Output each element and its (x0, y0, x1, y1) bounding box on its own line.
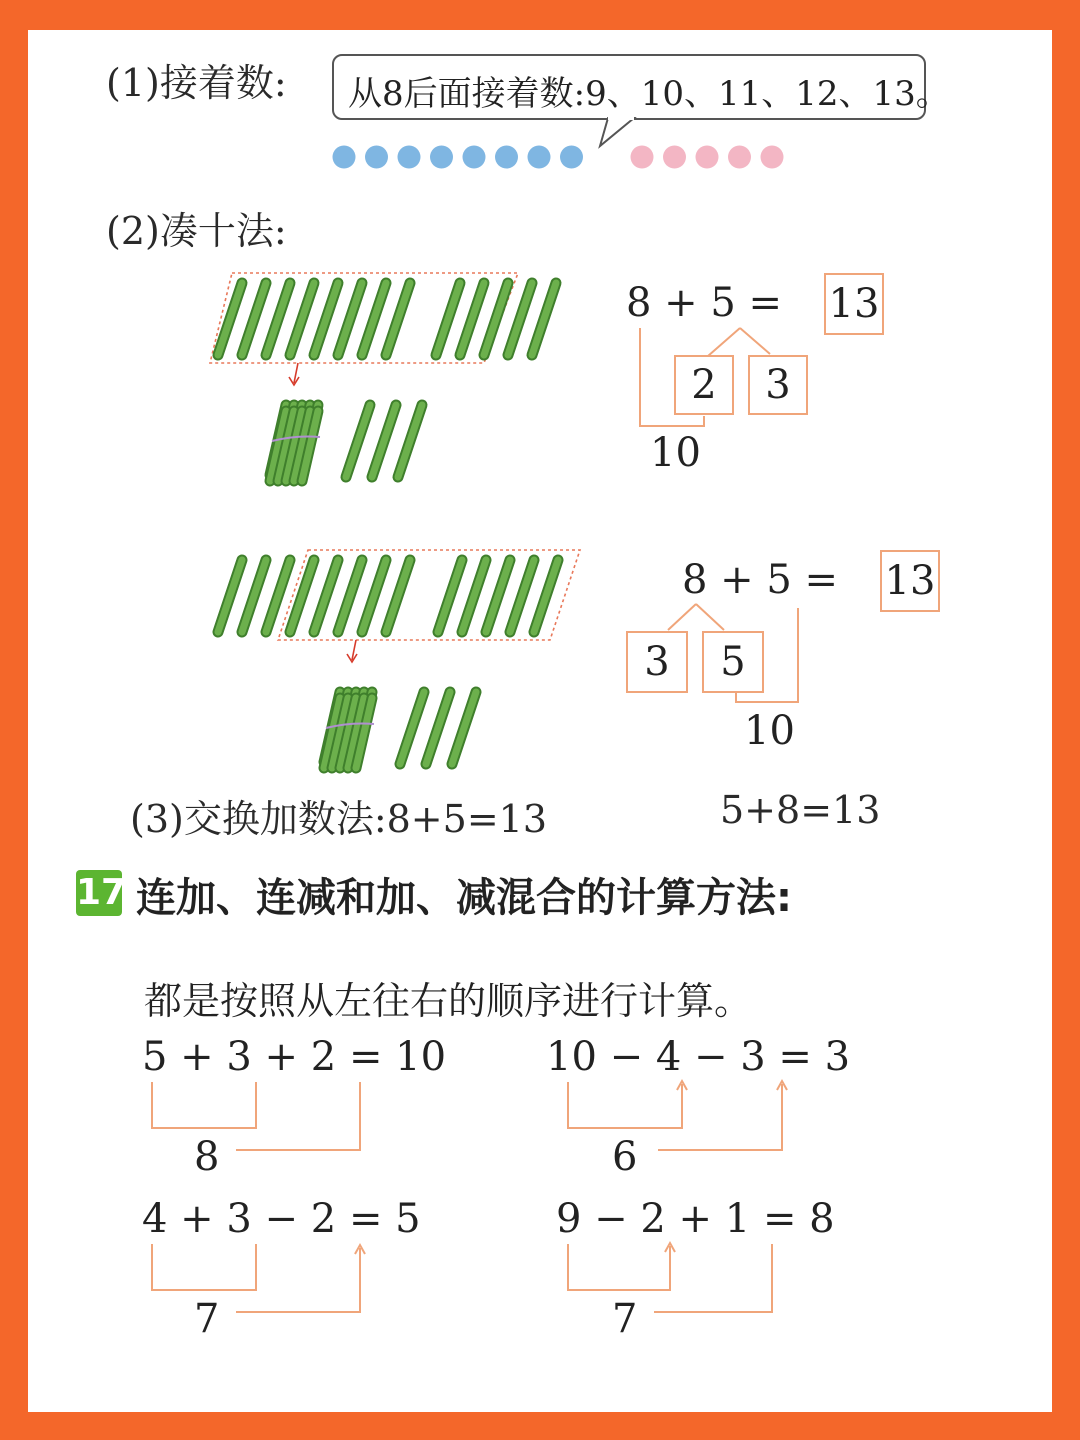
part3-heading: (3)交换加数法:8+5=13 (130, 797, 548, 841)
stick-highlight (314, 283, 338, 355)
worksheet-page (28, 30, 1052, 1412)
stick-highlight (534, 560, 558, 632)
part1-heading: (1)接着数: (106, 61, 287, 105)
stick-highlight (266, 560, 290, 632)
split-box-1a: 2 (674, 355, 734, 415)
ten-label-2: 10 (744, 708, 795, 754)
speech-bubble-text: 从8后面接着数:9、10、11、12、13。 (348, 74, 950, 114)
blue-dot (495, 146, 518, 169)
section-title: 连加、连减和加、减混合的计算方法: (136, 875, 792, 921)
stick-highlight (362, 283, 386, 355)
pink-dot (696, 146, 719, 169)
make-ten-result-box-2: 13 (880, 550, 940, 612)
stick-highlight (532, 283, 556, 355)
stick-highlight (362, 560, 386, 632)
stick-highlight (314, 560, 338, 632)
stick-highlight (460, 283, 484, 355)
pink-dot (728, 146, 751, 169)
split-box-1b: 3 (748, 355, 808, 415)
mixed-equation-4: 9 − 2 + 1 = 8 (556, 1196, 835, 1242)
stick-highlight (290, 283, 314, 355)
stick-highlight (218, 283, 242, 355)
stick-highlight (400, 692, 424, 764)
stick-highlight (372, 405, 396, 477)
split-box-2b: 5 (702, 631, 764, 693)
sticks-illustration-2 (198, 542, 598, 782)
stick-highlight (338, 560, 362, 632)
blue-dot (560, 146, 583, 169)
pink-dot (663, 146, 686, 169)
make-ten-result-box-1: 13 (824, 273, 884, 335)
stick-highlight (242, 560, 266, 632)
mixed-equation-1: 5 + 3 + 2 = 10 (142, 1034, 447, 1080)
stick-highlight (436, 283, 460, 355)
blue-dot (528, 146, 551, 169)
ten-label-1: 10 (650, 430, 701, 476)
blue-dot (365, 146, 388, 169)
stick-highlight (510, 560, 534, 632)
pink-dot (631, 146, 654, 169)
counting-dots-svg (330, 143, 810, 171)
blue-dot (333, 146, 356, 169)
stick-highlight (484, 283, 508, 355)
blue-dot (463, 146, 486, 169)
partial-result-4: 7 (612, 1296, 638, 1342)
split-box-2a: 3 (626, 631, 688, 693)
bracket-example-2 (556, 1078, 816, 1158)
sticks-illustration-1 (198, 265, 598, 495)
stick-highlight (266, 283, 290, 355)
bracket-example-1 (138, 1080, 398, 1160)
section-number-badge: 17 (76, 870, 122, 916)
stick-highlight (452, 692, 476, 764)
stick-highlight (242, 283, 266, 355)
stick-highlight (462, 560, 486, 632)
stick-highlight (508, 283, 532, 355)
blue-dot (398, 146, 421, 169)
bracket-example-4 (556, 1240, 816, 1320)
stick-highlight (386, 560, 410, 632)
partial-result-1: 8 (194, 1134, 220, 1180)
mixed-equation-3: 4 + 3 − 2 = 5 (142, 1196, 421, 1242)
speech-bubble (332, 54, 950, 120)
counting-dots (330, 143, 810, 171)
partial-result-2: 6 (612, 1134, 638, 1180)
stick-highlight (346, 405, 370, 477)
stick-highlight (426, 692, 450, 764)
stick-highlight (218, 560, 242, 632)
pink-dot (761, 146, 784, 169)
partial-result-3: 7 (194, 1296, 220, 1342)
mixed-equation-2: 10 − 4 − 3 = 3 (546, 1034, 851, 1080)
section-rule-text: 都是按照从左往右的顺序进行计算。 (144, 979, 753, 1023)
bracket-example-3 (138, 1242, 398, 1322)
stick-highlight (338, 283, 362, 355)
stick-highlight (290, 560, 314, 632)
make-ten-equation-1: 8 + 5 = (626, 280, 783, 326)
blue-dot (430, 146, 453, 169)
part2-heading: (2)凑十法: (106, 209, 287, 253)
stick-highlight (398, 405, 422, 477)
make-ten-equation-2: 8 + 5 = (682, 557, 839, 603)
stick-highlight (386, 283, 410, 355)
part3-second-equation: 5+8=13 (720, 788, 881, 832)
stick-highlight (438, 560, 462, 632)
stick-highlight (486, 560, 510, 632)
